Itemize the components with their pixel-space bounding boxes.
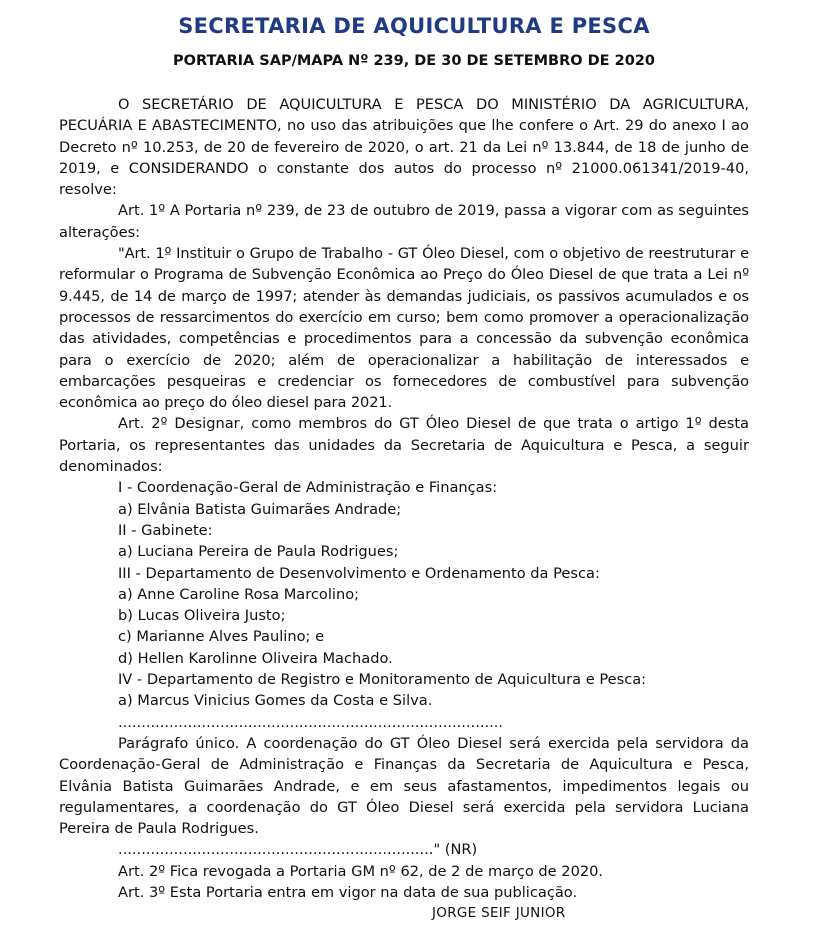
- document-subtitle: PORTARIA SAP/MAPA Nº 239, DE 30 DE SETEMBRO DE 2020: [173, 53, 655, 69]
- member-list-item: a) Anne Caroline Rosa Marcolino;: [118, 585, 360, 603]
- article-1-paragraph: Art. 1º A Portaria nº 239, de 23 de outubro de 2019, passa a vigorar com as seguintes alterações:: [59, 202, 749, 241]
- quoted-article-1-paragraph: "Art. 1º Instituir o Grupo de Trabalho - GT Óleo Diesel, com o objetivo de reestruturar e reformular o Programa de Subvenção Econômica ao Preço do Óleo Diesel de que trata a Lei nº 9.445, de 14 de março de 1997; atender às demandas judiciais, os passivos acumulados e os processos de ressarcimentos do exercício em curso; bem como promover a operacionalização das atividades, competências e procedimentos para a concessão da subvenção econômica para o exercício de 2020; além de operacionalizar a habilitação de interessados e embarcações pesqueiras e credenciar os fornecedores de combustível para subvenção econômica ao preço do óleo diesel para 2021.: [59, 245, 749, 412]
- member-list-item: II - Gabinete:: [118, 521, 213, 539]
- member-list-item: a) Luciana Pereira de Paula Rodrigues;: [118, 543, 399, 561]
- member-list-item: a) Marcus Vinicius Gomes da Costa e Silva.: [118, 692, 433, 710]
- member-list-item: d) Hellen Karolinne Oliveira Machado.: [118, 649, 393, 667]
- member-list-item: c) Marianne Alves Paulino; e: [118, 628, 325, 646]
- member-list-item: IV - Departamento de Registro e Monitoramento de Aquicultura e Pesca:: [118, 671, 647, 689]
- member-list-item: I - Coordenação-Geral de Administração e Finanças:: [118, 479, 498, 497]
- ellipsis-line: ...................................................................................: [118, 713, 504, 731]
- nr-line: ...................................................................." (NR): [118, 841, 478, 859]
- article-3-paragraph: Art. 3º Esta Portaria entra em vigor na data de sua publicação.: [118, 883, 578, 901]
- article-2-paragraph: Art. 2º Fica revogada a Portaria GM nº 62, de 2 de março de 2020.: [118, 862, 604, 880]
- paragrafo-unico-paragraph: Parágrafo único. A coordenação do GT Óleo Diesel será exercida pela servidora da Coordenação-Geral de Administração e Finanças da Secretaria de Aquicultura e Pesca, Elvânia Batista Guimarães Andrade, e em seus afastamentos, impedimentos legais ou regulamentares, a coordenação do GT Óleo Diesel será exercida pela servidora Luciana Pereira de Paula Rodrigues.: [59, 734, 749, 838]
- quoted-article-2-paragraph: Art. 2º Designar, como membros do GT Óleo Diesel de que trata o artigo 1º desta Portaria, os representantes das unidades da Secretaria de Aquicultura e Pesca, a seguir denominados:: [59, 415, 749, 476]
- document-body: [59, 94, 749, 903]
- member-list-item: III - Departamento de Desenvolvimento e Ordenamento da Pesca:: [118, 564, 600, 582]
- member-list-item: a) Elvânia Batista Guimarães Andrade;: [118, 500, 402, 518]
- member-list-item: b) Lucas Oliveira Justo;: [118, 607, 286, 625]
- signature-name: JORGE SEIF JUNIOR: [432, 905, 566, 921]
- document-title: SECRETARIA DE AQUICULTURA E PESCA: [178, 14, 650, 38]
- preamble-paragraph: O SECRETÁRIO DE AQUICULTURA E PESCA DO MINISTÉRIO DA AGRICULTURA, PECUÁRIA E ABASTECIMENTO, no uso das atribuições que lhe confere o Art. 29 do anexo I ao Decreto nº 10.253, de 20 de fevereiro de 2020, o art. 21 da Lei nº 13.844, de 18 de junho de 2019, e CONSIDERANDO o constante dos autos do processo nº 21000.061341/2019-40, resolve:: [59, 96, 749, 199]
